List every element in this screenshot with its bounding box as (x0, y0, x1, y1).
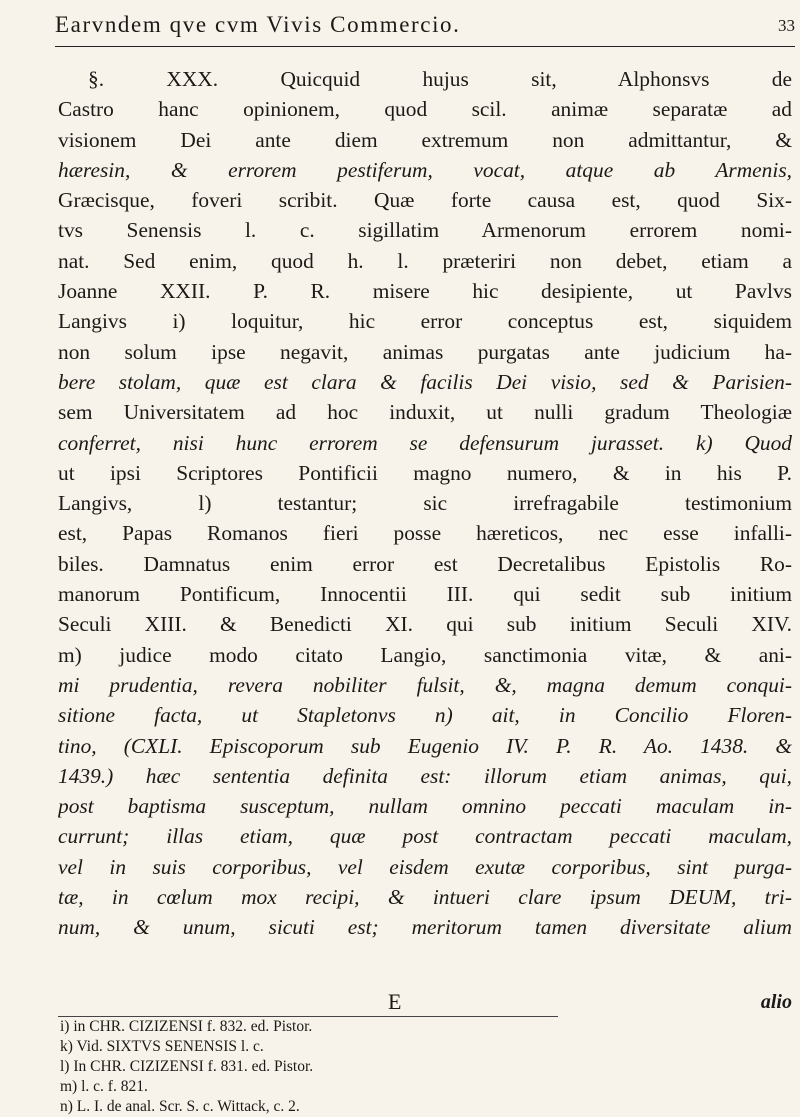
text-line: visionem Dei ante diem extremum non admittantur, & (58, 127, 792, 152)
text-line: conferret, nisi hunc errorem se defensurum jurasset. k) Quod (58, 430, 792, 455)
text-line: Seculi XIII. & Benedicti XI. qui sub initium Seculi XIV. (58, 612, 792, 637)
text-line: manorum Pontificum, Innocentii III. qui sedit sub initium (58, 582, 792, 607)
text-line: sitione facta, ut Stapletonvs n) ait, in Concilio Floren- (58, 703, 792, 728)
page-header (55, 12, 795, 52)
footnotes (60, 1017, 760, 1117)
text-line: tino, (CXLI. Episcoporum sub Eugenio IV. P. R. Ao. 1438. & (58, 733, 792, 758)
text-line: bere stolam, quæ est clara & facilis Dei visio, sed & Parisien- (58, 369, 792, 394)
text-line: non solum ipse negavit, animas purgatas ante judicium ha- (58, 339, 792, 364)
text-line: Græcisque, foveri scribit. Quæ forte causa est, quod Six- (58, 188, 792, 213)
running-title: Earvndem qve cvm Vivis Commercio. (55, 12, 461, 37)
text-line: currunt; illas etiam, quæ post contractam peccati maculam, (58, 824, 792, 849)
text-line: biles. Damnatus enim error est Decretalibus Epistolis Ro- (58, 551, 792, 576)
text-line: hæresin, & errorem pestiferum, vocat, atque ab Armenis, (58, 157, 792, 182)
text-line: Joanne XXII. P. R. misere hic desipiente, ut Pavlvs (58, 279, 792, 304)
text-line: nat. Sed enim, quod h. l. præteriri non debet, etiam a (58, 248, 792, 273)
signature-mark: E (388, 989, 402, 1014)
footnote: n) L. I. de anal. Scr. S. c. Wittack, c. 2. (60, 1098, 300, 1115)
text-line: sem Universitatem ad hoc induxit, ut nulli gradum Theologiæ (58, 400, 792, 425)
footnote: i) in CHR. CIZIZENSI f. 832. ed. Pistor. (60, 1018, 313, 1035)
footnote: m) l. c. f. 821. (60, 1078, 148, 1095)
main-text (58, 64, 792, 943)
text-line: Castro hanc opinionem, quod scil. animæ separatæ ad (58, 97, 792, 122)
footnote: k) Vid. SIXTVS SENENSIS l. c. (60, 1038, 264, 1055)
text-line: 1439.) hæc sententia definita est: illorum etiam animas, qui, (58, 763, 792, 788)
catch-row (58, 991, 792, 1017)
text-line: Langivs i) loquitur, hic error conceptus est, siquidem (58, 309, 792, 334)
text-line: tvs Senensis l. c. sigillatim Armenorum errorem nomi- (58, 218, 792, 243)
text-line: m) judice modo citato Langio, sanctimonia vitæ, & ani- (58, 642, 792, 667)
text-line: post baptisma susceptum, nullam omnino peccati maculam in- (58, 794, 792, 819)
text-line: tæ, in cœlum mox recipi, & intueri clare ipsum DEUM, tri- (58, 885, 792, 910)
catchword: alio (760, 991, 792, 1013)
page-number: 33 (778, 16, 795, 35)
text-line: §. XXX. Quicquid hujus sit, Alphonsvs de (88, 67, 792, 91)
text-line: vel in suis corporibus, vel eisdem exutæ corporibus, sint purga- (58, 854, 792, 879)
text-line: Langivs, l) testantur; sic irrefragabile testimonium (58, 491, 792, 516)
text-line: ut ipsi Scriptores Pontificii magno numero, & in his P. (58, 460, 792, 485)
text-line: mi prudentia, revera nobiliter fulsit, &, magna demum conqui- (58, 672, 792, 697)
footnote: l) In CHR. CIZIZENSI f. 831. ed. Pistor. (60, 1058, 314, 1075)
header-rule (55, 46, 795, 47)
text-line: num, & unum, sicuti est; meritorum tamen diversitate alium (58, 915, 792, 940)
text-line: est, Papas Romanos fieri posse hæreticos, nec esse infalli- (58, 521, 792, 546)
